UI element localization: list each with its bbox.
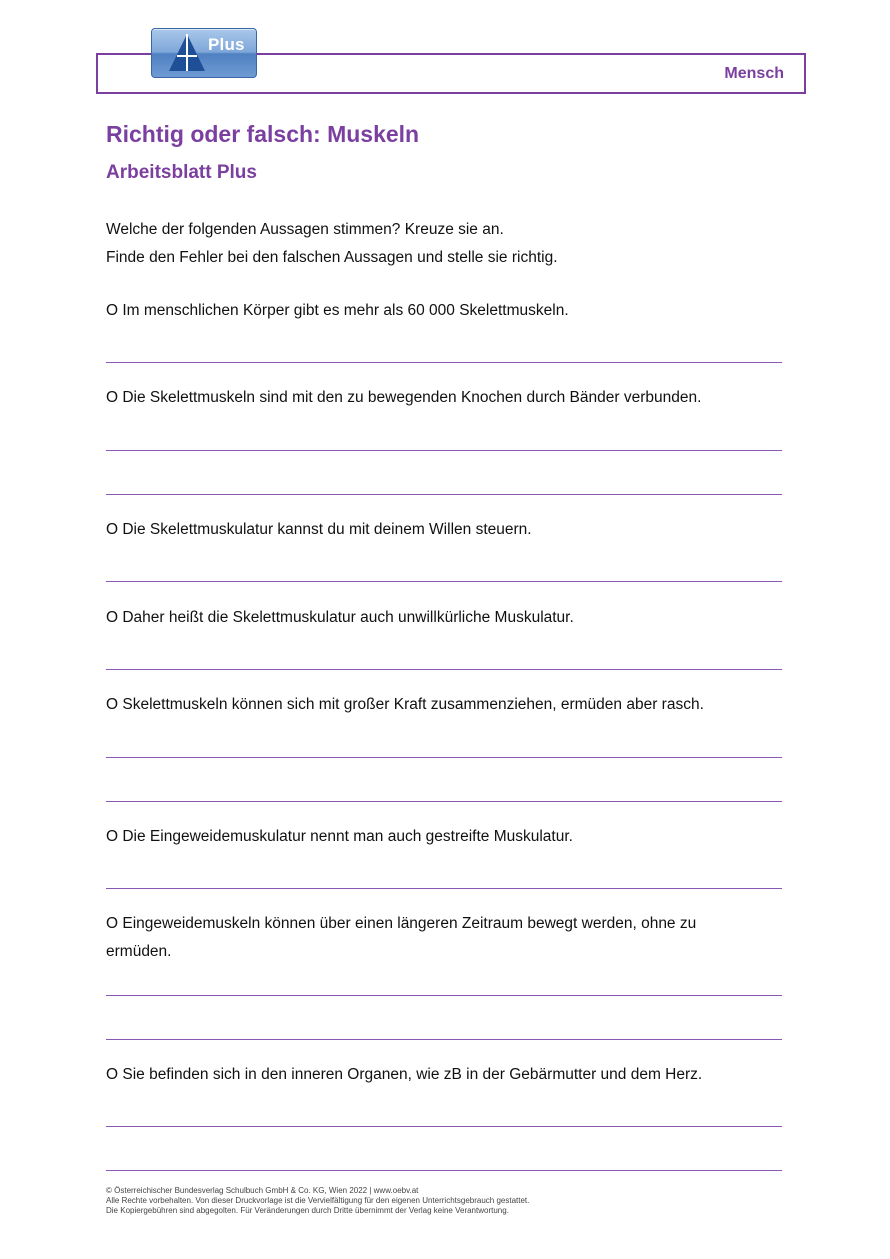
statement: O Die Eingeweidemuskulatur nennt man auch gestreifte Muskulatur. — [106, 828, 573, 845]
answer-line[interactable] — [106, 1039, 782, 1040]
footer-line: Alle Rechte vorbehalten. Von dieser Druckvorlage ist die Vervielfältigung für den eigenen Unterrichtsgebrauch gestattet. — [106, 1196, 530, 1205]
instruction-line: Finde den Fehler bei den falschen Aussagen und stelle sie richtig. — [106, 249, 558, 266]
statement: O Sie befinden sich in den inneren Organen, wie zB in der Gebärmutter und dem Herz. — [106, 1066, 703, 1083]
statement: O Eingeweidemuskeln können über einen längeren Zeitraum bewegt werden, ohne zu ermüden. — [106, 915, 697, 960]
instruction-line: Welche der folgenden Aussagen stimmen? Kreuze sie an. — [106, 221, 504, 238]
answer-line[interactable] — [106, 757, 782, 758]
triangle-logo-icon — [168, 32, 206, 72]
statement: O Die Skelettmuskeln sind mit den zu bewegenden Knochen durch Bänder verbunden. — [106, 389, 702, 406]
answer-line[interactable] — [106, 888, 782, 889]
statement: O Skelettmuskeln können sich mit großer Kraft zusammenziehen, ermüden aber rasch. — [106, 696, 704, 713]
answer-line[interactable] — [106, 1170, 782, 1171]
answer-line[interactable] — [106, 362, 782, 363]
footer-line: © Österreichischer Bundesverlag Schulbuch GmbH & Co. KG, Wien 2022 | www.oebv.at — [106, 1186, 419, 1195]
answer-line[interactable] — [106, 494, 782, 495]
page-subtitle: Arbeitsblatt Plus — [106, 162, 257, 183]
instructions — [106, 216, 558, 272]
footer-line: Die Kopiergebühren sind abgegolten. Für Veränderungen durch Dritte übernimmt der Verlag keine Verantwortung. — [106, 1206, 509, 1215]
statement: O Im menschlichen Körper gibt es mehr als 60 000 Skelettmuskeln. — [106, 302, 569, 319]
answer-line[interactable] — [106, 801, 782, 802]
statement: O Die Skelettmuskulatur kannst du mit deinem Willen steuern. — [106, 521, 532, 538]
logo — [151, 28, 257, 78]
statement: O Daher heißt die Skelettmuskulatur auch unwillkürliche Muskulatur. — [106, 609, 574, 626]
page-title: Richtig oder falsch: Muskeln — [106, 121, 420, 147]
answer-line[interactable] — [106, 1126, 782, 1127]
answer-line[interactable] — [106, 581, 782, 582]
answer-line[interactable] — [106, 450, 782, 451]
category-label: Mensch — [724, 65, 784, 82]
answer-line[interactable] — [106, 669, 782, 670]
answer-line[interactable] — [106, 995, 782, 996]
footer — [106, 1186, 529, 1216]
logo-text: Plus — [208, 35, 245, 54]
